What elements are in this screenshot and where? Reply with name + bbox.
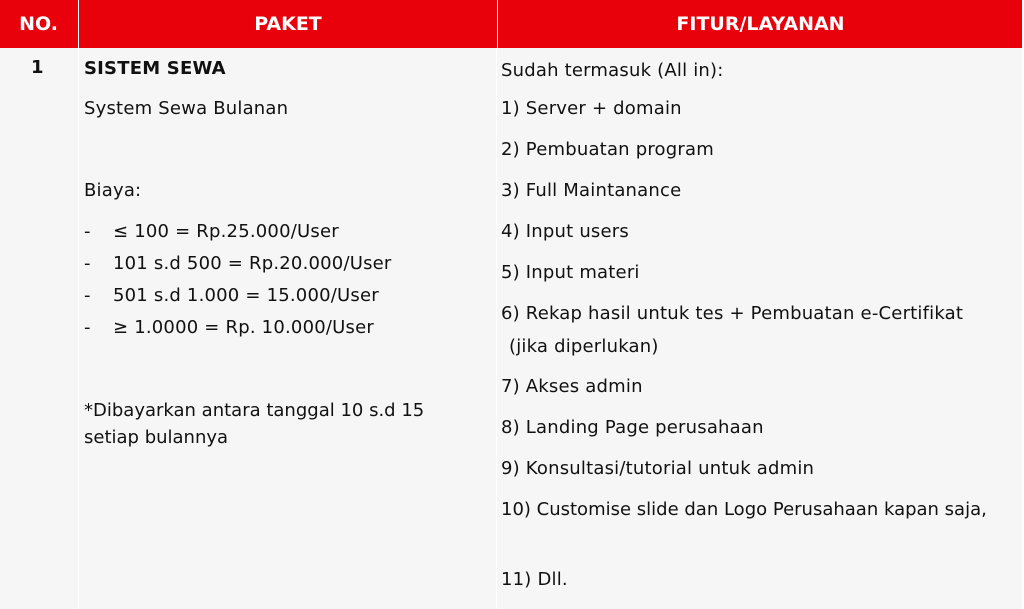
header-fitur: FITUR/LAYANAN bbox=[497, 0, 1023, 48]
list-item: 7) Akses admin bbox=[501, 376, 643, 397]
list-dash: - bbox=[84, 285, 91, 306]
list-item: 9) Konsultasi/tutorial untuk admin bbox=[501, 458, 815, 479]
biaya-label: Biaya: bbox=[84, 180, 142, 201]
fitur-intro: Sudah termasuk (All in): bbox=[501, 60, 724, 81]
list-dash: - bbox=[84, 253, 91, 274]
list-item: 4) Input users bbox=[501, 221, 629, 242]
list-item: 11) Dll. bbox=[501, 569, 568, 590]
payment-note: *Dibayarkan antara tanggal 10 s.d 15 setiap bulannya bbox=[84, 400, 425, 448]
row-number: 1 bbox=[31, 57, 44, 78]
header-paket: PAKET bbox=[78, 0, 497, 48]
price-item: ≥ 1.0000 = Rp. 10.000/User bbox=[113, 317, 374, 338]
list-dash: - bbox=[84, 221, 91, 242]
price-item: 501 s.d 1.000 = 15.000/User bbox=[113, 285, 379, 306]
list-item: 8) Landing Page perusahaan bbox=[501, 417, 764, 438]
price-item: ≤ 100 = Rp.25.000/User bbox=[113, 221, 339, 242]
list-item: 5) Input materi bbox=[501, 262, 640, 283]
price-item: 101 s.d 500 = Rp.20.000/User bbox=[113, 253, 392, 274]
header-no: NO. bbox=[19, 13, 58, 35]
list-dash: - bbox=[84, 317, 91, 338]
package-title: SISTEM SEWA bbox=[84, 58, 226, 79]
list-item: 6) Rekap hasil untuk tes + Pembuatan e-Certifikat bbox=[501, 303, 964, 324]
table-header bbox=[0, 0, 1022, 48]
list-item: (jika diperlukan) bbox=[509, 336, 659, 357]
list-item: 10) Customise slide dan Logo Perusahaan kapan saja, bbox=[501, 499, 987, 520]
package-subtitle: System Sewa Bulanan bbox=[84, 98, 289, 119]
column-divider bbox=[496, 48, 497, 609]
list-item: 2) Pembuatan program bbox=[501, 139, 714, 160]
column-divider bbox=[78, 48, 79, 609]
list-item: 1) Server + domain bbox=[501, 98, 682, 119]
list-item: 3) Full Maintanance bbox=[501, 180, 682, 201]
